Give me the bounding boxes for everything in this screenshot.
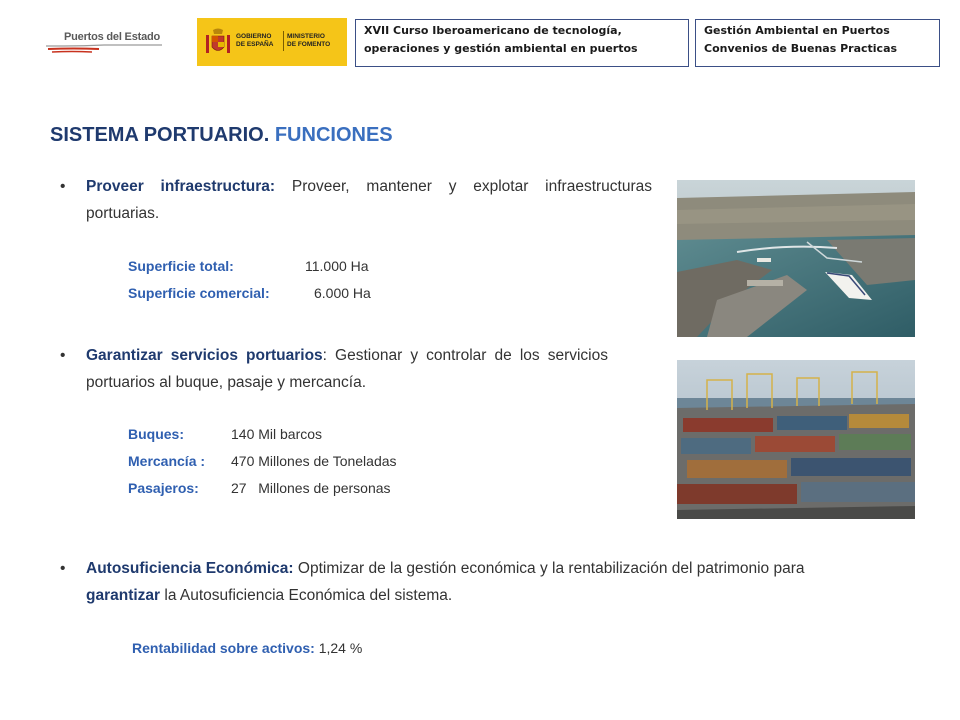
stat-rentabilidad — [132, 640, 362, 656]
stat-superficie-comercial — [128, 285, 371, 301]
stat-value: 1,24 % — [318, 640, 363, 656]
bullet-servicios — [60, 342, 608, 396]
gobierno-espana-logo — [197, 18, 347, 66]
bullet-text: Proveer, mantener y explotar infraestructuras portuarias. — [86, 178, 652, 222]
stat-label: Pasajeros: — [128, 480, 199, 496]
puertos-del-estado-logo — [44, 26, 164, 62]
bullet-infraestructura — [60, 173, 652, 227]
page-title — [50, 124, 393, 147]
ministerio-text: MINISTERIO DE FOMENTO — [287, 33, 331, 48]
stat-label: Rentabilidad sobre activos: — [132, 640, 315, 656]
puertos-wave-icon — [44, 40, 164, 60]
stat-value: 470 Millones de Toneladas — [231, 453, 397, 469]
stat-value: 6.000 Ha — [314, 285, 371, 301]
topic-line2: Convenios de Buenas Practicas — [704, 42, 898, 55]
port-aerial-photo — [677, 180, 915, 337]
bullet-heading: Autosuficiencia Económica: — [86, 560, 294, 577]
bullet-dot: • — [60, 347, 66, 364]
container-terminal-photo — [677, 360, 915, 519]
course-title-line2: operaciones y gestión ambiental en puertos — [364, 42, 638, 55]
topic-line1: Gestión Ambiental en Puertos — [704, 24, 890, 37]
stat-value: 27 Millones de personas — [231, 480, 391, 496]
stat-label: Mercancía : — [128, 453, 206, 469]
stat-buques — [128, 426, 323, 442]
title-accent: FUNCIONES — [274, 124, 393, 146]
bullet-text: : Gestionar y controlar de los servicios portuarios al buque, pasaje y mercancía. — [86, 347, 608, 391]
bullet-dot: • — [60, 560, 66, 577]
course-title-line1: XVII Curso Iberoamericano de tecnología, — [364, 24, 622, 37]
stat-label: Superficie comercial: — [128, 285, 270, 301]
title-main: SISTEMA PORTUARIO. — [50, 124, 270, 146]
stat-value: 11.000 Ha — [305, 258, 369, 274]
coat-of-arms-icon — [205, 27, 231, 57]
bullet-dot: • — [60, 178, 66, 195]
topic-box — [695, 19, 940, 67]
bullet-heading: Proveer infraestructura: — [86, 178, 276, 195]
course-title-box — [355, 19, 689, 67]
bullet-heading: Garantizar servicios portuarios — [86, 347, 323, 364]
gobierno-text: GOBIERNO DE ESPAÑA — [236, 33, 274, 48]
stat-pasajeros — [128, 480, 391, 496]
bullet-autosuficiencia — [60, 555, 846, 609]
stat-mercancia — [128, 453, 397, 469]
logo-divider — [283, 31, 284, 51]
bullet-text: Optimizar de la gestión económica y la rentabilización del patrimonio para — [297, 560, 805, 577]
stat-label: Buques: — [128, 426, 184, 442]
stat-label: Superficie total: — [128, 258, 234, 274]
stat-superficie-total — [128, 258, 369, 274]
stat-value: 140 Mil barcos — [231, 426, 323, 442]
bullet-text: la Autosuficiencia Económica del sistema. — [164, 587, 453, 604]
puertos-logo-text: Puertos del Estado — [64, 31, 161, 43]
bullet-text-bold: garantizar — [86, 587, 161, 604]
